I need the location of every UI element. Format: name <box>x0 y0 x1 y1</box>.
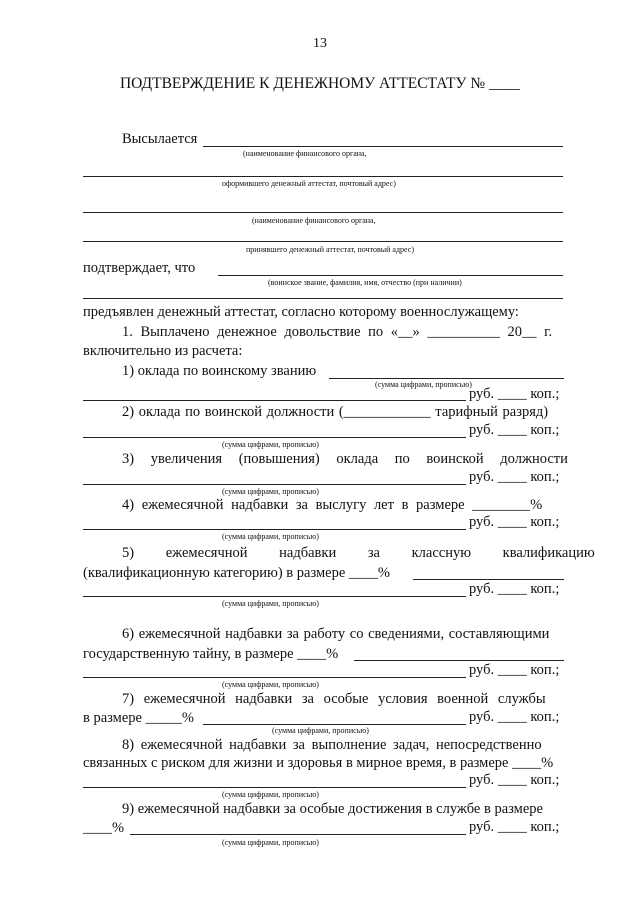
item-5-line[interactable] <box>413 579 564 580</box>
item-5-rub: руб. ____ коп.; <box>469 581 560 597</box>
hint-receiver: принявшего денежный аттестат, почтовый адрес) <box>246 245 414 254</box>
person-line-2[interactable] <box>83 298 563 299</box>
confirms-label: подтверждает, что <box>83 260 196 276</box>
hint-issuer: оформившего денежный аттестат, почтовый адрес) <box>222 179 396 188</box>
hint-sum-3: (сумма цифрами, прописью) <box>222 487 319 496</box>
item-5-label-b: (квалификационную категорию) в размере ____% <box>83 565 390 581</box>
sent-line[interactable] <box>203 146 563 147</box>
item-2-sum-line[interactable] <box>83 437 466 438</box>
item1-continuation: включительно из расчета: <box>83 343 243 359</box>
item-2-label: 2) оклада по воинской должности (____________ тарифный разряд) <box>122 404 549 420</box>
hint-sum-6: (сумма цифрами, прописью) <box>222 680 319 689</box>
hint-sum-9: (сумма цифрами, прописью) <box>222 838 319 847</box>
item1-text: 1. Выплачено денежное довольствие по «__» __________ 20__ г. <box>122 324 553 340</box>
item-5-label: 5) ежемесячной надбавки за классную квалификацию <box>122 545 595 561</box>
issuer-line[interactable] <box>83 176 563 177</box>
hint-sum-2: (сумма цифрами, прописью) <box>222 440 319 449</box>
receiver-line-1[interactable] <box>83 212 563 213</box>
item-9-label: 9) ежемесячной надбавки за особые достижения в службе в размере <box>122 801 543 817</box>
item-7-rub: руб. ____ коп.; <box>469 709 560 725</box>
item-9-rub: руб. ____ коп.; <box>469 819 560 835</box>
hint-sum-4: (сумма цифрами, прописью) <box>222 532 319 541</box>
item-7-label: 7) ежемесячной надбавки за особые условия военной службы <box>122 691 546 707</box>
item-8-sum-line[interactable] <box>83 787 466 788</box>
item-1-rub: руб. ____ коп.; <box>469 386 560 402</box>
item-7-line[interactable] <box>203 724 466 725</box>
presented-text: предъявлен денежный аттестат, согласно которому военнослужащему: <box>83 304 519 320</box>
sent-label: Высылается <box>122 131 198 147</box>
item-1-line[interactable] <box>329 378 564 379</box>
item-4-label: 4) ежемесячной надбавки за выслугу лет в размере ________% <box>122 497 543 513</box>
item-1-sum-line[interactable] <box>83 400 466 401</box>
hint-sum-8: (сумма цифрами, прописью) <box>222 790 319 799</box>
item-5-sum-line[interactable] <box>83 596 466 597</box>
item-3-rub: руб. ____ коп.; <box>469 469 560 485</box>
page-title: ПОДТВЕРЖДЕНИЕ К ДЕНЕЖНОМУ АТТЕСТАТУ № ____ <box>119 75 521 92</box>
item-3-sum-line[interactable] <box>83 484 466 485</box>
hint-fin-org: (наименование финансового органа, <box>243 149 367 158</box>
item-9-label-b: ____% <box>83 820 125 836</box>
hint-sum-1: (сумма цифрами, прописью) <box>375 380 472 389</box>
item-7-label-b: в размере _____% <box>83 710 194 726</box>
item-1-label: 1) оклада по воинскому званию <box>122 363 317 379</box>
hint-fin-org-2: (наименование финансового органа, <box>252 216 376 225</box>
item-2-rub: руб. ____ коп.; <box>469 422 560 438</box>
item-8-label-b: связанных с риском для жизни и здоровья в мирное время, в размере ____% <box>83 755 554 771</box>
item-6-label: 6) ежемесячной надбавки за работу со сведениями, составляющими <box>122 626 550 642</box>
item-3-label: 3) увеличения (повышения) оклада по воинской должности <box>122 451 568 467</box>
hint-sum-7: (сумма цифрами, прописью) <box>272 726 369 735</box>
item-8-label: 8) ежемесячной надбавки за выполнение задач, непосредственно <box>122 737 542 753</box>
item-6-rub: руб. ____ коп.; <box>469 662 560 678</box>
item-6-line[interactable] <box>354 660 564 661</box>
item-6-label-b: государственную тайну, в размере ____% <box>83 646 339 662</box>
receiver-line-2[interactable] <box>83 241 563 242</box>
hint-person: (воинское звание, фамилия, имя, отчество (при наличии) <box>268 278 462 287</box>
person-line[interactable] <box>218 275 563 276</box>
item-4-sum-line[interactable] <box>83 529 466 530</box>
item-9-line[interactable] <box>130 834 466 835</box>
item-4-rub: руб. ____ коп.; <box>469 514 560 530</box>
page-number: 13 <box>313 36 327 51</box>
hint-sum-5: (сумма цифрами, прописью) <box>222 599 319 608</box>
item-8-rub: руб. ____ коп.; <box>469 772 560 788</box>
item-6-sum-line[interactable] <box>83 677 466 678</box>
